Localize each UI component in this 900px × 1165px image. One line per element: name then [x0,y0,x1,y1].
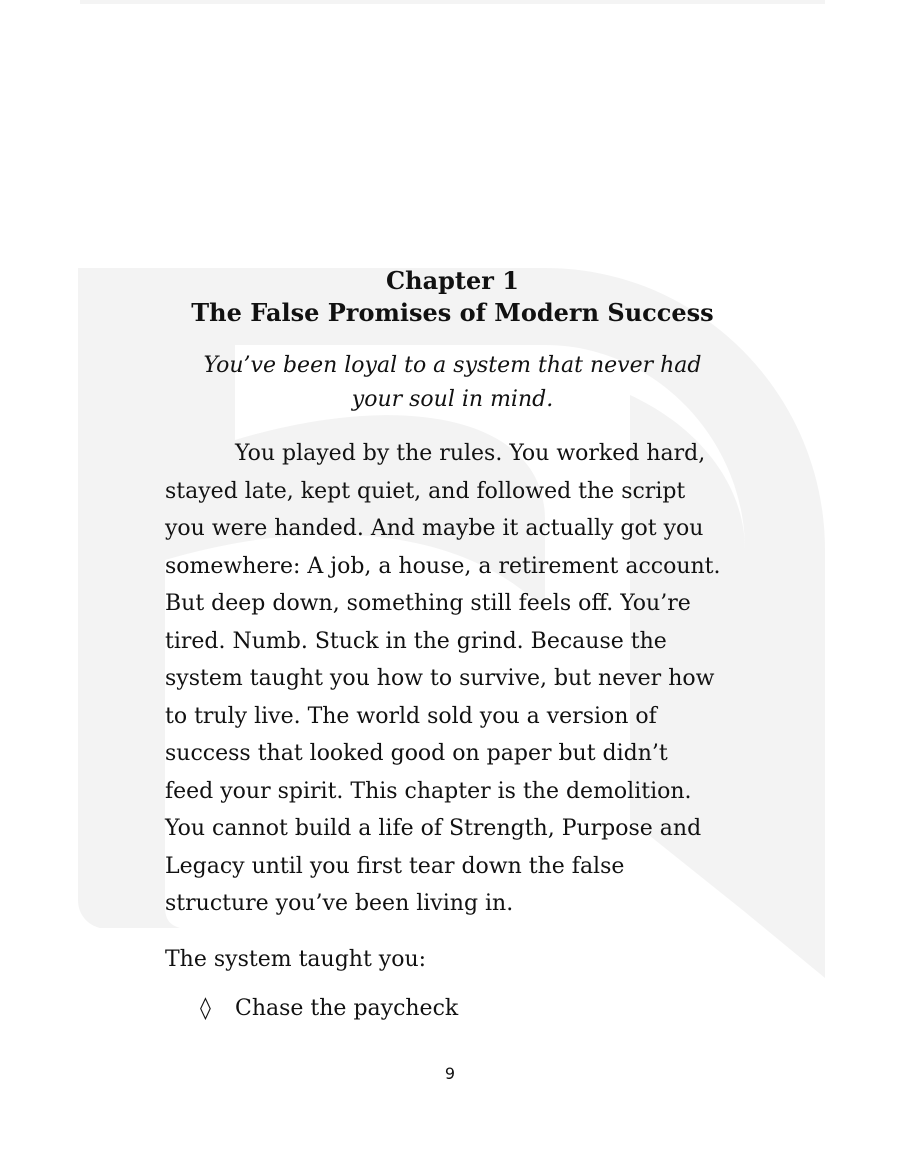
paragraph-line: You cannot build a life of Strength, Purpose and [165,816,702,841]
epigraph-line: You’ve been loyal to a system that never had [203,353,702,378]
paragraph-line: Legacy until you first tear down the false [165,853,625,879]
paragraph-line: tired. Numb. Stuck in the grind. Because the [165,628,667,654]
paragraph-line: feed your spirit. This chapter is the demolition. [165,778,692,804]
epigraph-line: your soul in mind. [351,387,554,412]
chapter-number: Chapter 1 [386,266,519,295]
paragraph-line: structure you’ve been living in. [165,891,514,916]
bullet-item [200,990,740,1028]
paragraph-line: stayed late, kept quiet, and followed the script [165,478,686,504]
list-intro: The system taught you: [165,946,427,972]
paragraph-line: success that looked good on paper but didn’t [165,741,668,766]
chapter-title: The False Promises of Modern Success [191,298,714,327]
body-paragraph [165,435,740,923]
page-content [165,265,740,1028]
diamond-bullet-icon: ◊ [200,996,211,1021]
page-number: 9 [444,1064,456,1083]
epigraph [165,349,740,417]
paragraph-line: system taught you how to survive, but never how [165,666,715,691]
paragraph-line: you were handed. And maybe it actually got you [165,516,704,541]
paragraph-line: You played by the rules. You worked hard, [235,441,706,466]
paragraph-line: to truly live. The world sold you a version of [165,703,657,729]
paragraph-line: somewhere: A job, a house, a retirement account. [165,553,721,579]
paragraph-line: But deep down, something still feels off. You’re [165,591,691,616]
bullet-text: Chase the paycheck [235,996,459,1021]
